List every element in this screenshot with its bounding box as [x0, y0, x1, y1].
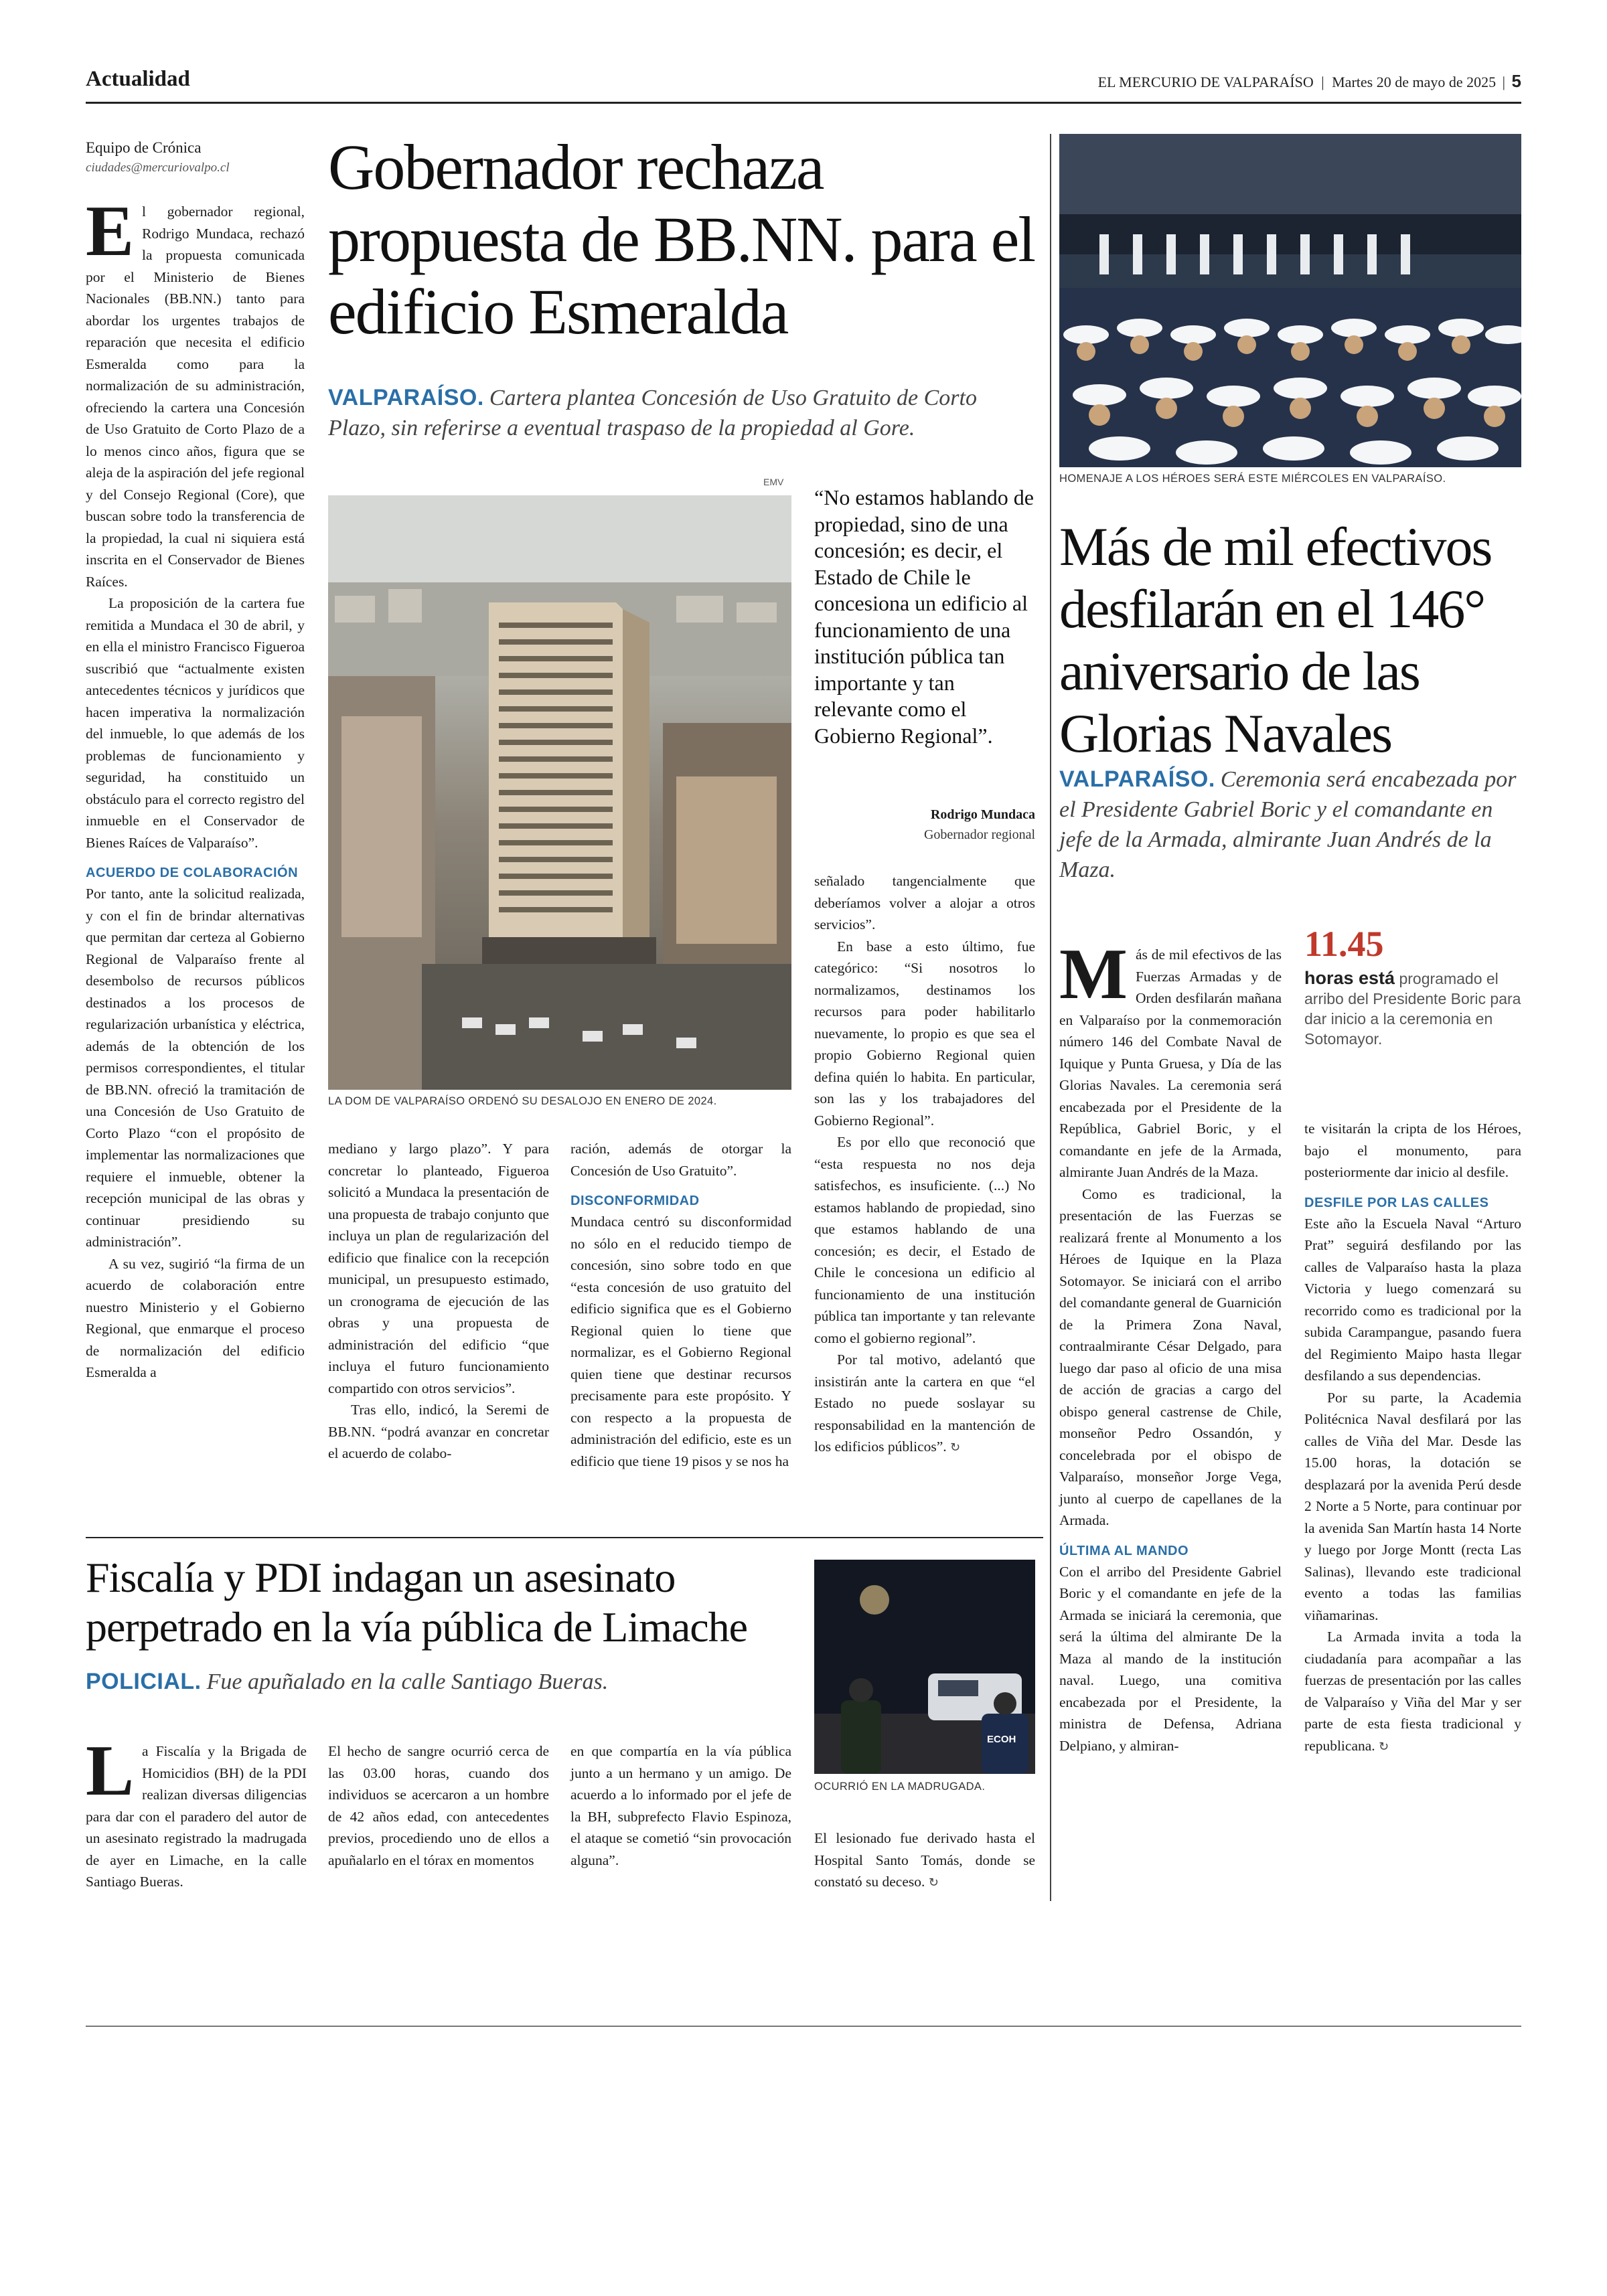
- paragraph: ás de mil efectivos de las Fuerzas Armadas y de Orden desfilarán mañana en Valparaíso por la conmemoración número 146 del Combate Naval de Iquique y Punta Gruesa, y Día de las Glorias Navales. La ceremonia será encabezada por el Presidente de la República, Gabriel Boric, y el comandante en jefe de la Armada, almirante Juan Andrés de la Maza.: [1059, 947, 1282, 1180]
- paragraph: Tras ello, indicó, la Seremi de BB.NN. “podrá avanzar en concretar el acuerdo de colabo-: [328, 1402, 549, 1461]
- paragraph-text: El lesionado fue derivado hasta el Hospital Santo Tomás, donde se constató su deceso.: [814, 1830, 1035, 1890]
- crime-scene-photo: [814, 1560, 1035, 1774]
- deck-text: Cartera plantea Concesión de Uso Gratuito de Corto Plazo, sin referirse a eventual traspaso de la propiedad al Gore.: [328, 386, 977, 440]
- paper-name: EL MERCURIO DE VALPARAÍSO: [1097, 74, 1314, 90]
- paragraph: señalado tangencialmente que deberíamos volver a alojar a otros servicios”.: [814, 873, 1035, 932]
- parade-illustration: [1059, 134, 1521, 467]
- ecoh-badge: ECOH: [987, 1734, 1016, 1745]
- subhead: DESFILE POR LAS CALLES: [1304, 1195, 1489, 1210]
- paragraph: a Fiscalía y la Brigada de Homicidios (BH) de la PDI realizan diversas diligencias para dar con el paradero del autor de un asesinato registrado la madrugada de ayer en Limache, en la calle Santiago Bueras.: [86, 1743, 307, 1890]
- byline: Equipo de Crónica: [86, 139, 202, 156]
- story1-column-1: [86, 191, 305, 1384]
- deck-text: Fue apuñalado en la calle Santiago Bueras.: [206, 1669, 609, 1694]
- paragraph: mediano y largo plazo”. Y para concretar lo planteado, Figueroa solicitó a Mundaca la presentación de una propuesta de trabajo conjunto que incluya un plan de regularización del edificio que finalice con la recepción municipal, un presupuesto estimado, un cronograma de ejecución de las obras y una propuesta de administración del edificio “que incluya el futuro funcionamiento compartido con otros servicios”.: [328, 1141, 549, 1396]
- paragraph: Es por ello que reconoció que “esta respuesta no nos deja satisfechos, es insuficiente. (...) No estamos hablando de propiedad, sino que estamos hablando de una concesión; es decir, el Estado de Chile le concesiona un edificio al funcionamiento de una institución pública tan importante y tan relevante como el gobierno regional”.: [814, 1134, 1035, 1346]
- story2-headline: Más de mil efectivos desfilarán en el 146° aniversario de las Glorias Navales: [1059, 516, 1492, 764]
- story3-top-rule: [86, 1537, 1043, 1538]
- paragraph: [814, 1827, 1035, 1894]
- story3-deck: [86, 1667, 809, 1697]
- story1-column-2: [328, 1138, 549, 1465]
- paragraph: [1304, 1626, 1521, 1758]
- drop-cap: M: [1059, 934, 1128, 1014]
- paragraph: Por tanto, ante la solicitud realizada, y con el fin de brindar alternativas que permitan dar certeza al Gobierno Regional de Valparaíso frente al desembolso de recursos públicos destinados a los procesos de regularización urbanística y eléctrica, además de la obtención de los permisos correspondientes, el titular de BB.NN. ofreció la tramitación de una Concesión de Uso Gratuito de Corto Plazo “con el propósito de implementar las normalizaciones que requiere el inmueble, obtener la recepción municipal de las obras y continuar presidiendo su administración”.: [86, 886, 305, 1250]
- column-divider: [1050, 134, 1051, 1901]
- paragraph: ración, además de otorgar la Concesión de Uso Gratuito”.: [570, 1141, 791, 1179]
- paragraph: te visitarán la cripta de los Héroes, bajo el monumento, para posteriormente dar inicio al desfile.: [1304, 1121, 1521, 1180]
- fact-text: [1304, 968, 1521, 1049]
- story2-column-1: [1059, 934, 1282, 1756]
- paragraph: l gobernador regional, Rodrigo Mundaca, rechazó la propuesta comunicada por el Ministerio de Bienes Nacionales (BB.NN.) tanto para abordar los urgentes trabajos de reparación que necesita el edificio Esmeralda como para la normalización de su administración, ofreciendo la cartera una Concesión de Uso Gratuito de Corto Plazo de a lo menos cinco años, figura que se aleja de la aspiración del jefe regional y del Consejo Regional (Core), que buscan sobre todo la transferencia de la propiedad, la cual ni siquiera está inscrita en el Conservador de Bienes Raíces.: [86, 203, 305, 590]
- byline-email: ciudades@mercuriovalpo.cl: [86, 161, 230, 175]
- paragraph: Como es tradicional, la presentación de las Fuerzas se realizará frente al Monumento a los Héroes de Iquique en la Plaza Sotomayor. Se iniciará con el arribo del comandante general de Guarnición de la Primera Zona Naval, contraalmirante César Delgado, para luego dar paso al oficio de una misa de acción de gracias a cargo del obispo general castrense de Chile, monseñor Pedro Ossandón, y concelebrada por el obispo de Valparaíso, monseñor Jorge Vega, junto al cuerpo de capellanes de la Armada.: [1059, 1185, 1282, 1528]
- photo-credit: EMV: [763, 477, 784, 487]
- header-rule: [86, 102, 1521, 104]
- story3-column-3: [570, 1740, 791, 1871]
- story2-column-2: [1304, 1118, 1521, 1758]
- fact-box: [1304, 924, 1521, 1049]
- story3-column-2: [328, 1740, 549, 1871]
- end-mark-icon: ↻: [928, 1876, 939, 1890]
- drop-cap: L: [86, 1731, 135, 1811]
- paragraph: Mundaca centró su disconformidad no sólo en el reducido tiempo de concesión, sino sobre todo en que “esta concesión de uso gratuito del edificio significa que es el Gobierno Regional quien lo tiene que normalizar, es el Gobierno Regional quien tiene que destinar recursos precisamente para este propósito. Y con respecto a la propuesta de administración del edificio, este es un edificio que tiene 19 pisos y se nos ha: [570, 1214, 791, 1469]
- pull-quote: “No estamos hablando de propiedad, sino de una concesión; es decir, el Estado de Chile le concesiona un edificio al funcionamiento de una institución pública tan importante y tan relevante como el Gobierno Regional”.: [814, 485, 1034, 748]
- paragraph: [814, 1349, 1035, 1459]
- story3-column-4: [814, 1827, 1035, 1894]
- paragraph: El hecho de sangre ocurrió cerca de las 03.00 horas, cuando dos individuos se acercaron a un hombre de 42 años edad, con antecedentes previos, procediendo uno de ellos a apuñalarlo en el tórax en momentos: [328, 1743, 549, 1868]
- subhead: DISCONFORMIDAD: [570, 1194, 700, 1208]
- end-mark-icon: ↻: [950, 1441, 961, 1455]
- paragraph: Con el arribo del Presidente Gabriel Boric y el comandante en jefe de la Armada se iniciará la ceremonia, que será la última del almirante De la Maza al mando de la institución naval. Luego, una comitiva encabezada por el Presidente, la ministra de Defensa, Adriana Delpiano, y almiran-: [1059, 1563, 1282, 1754]
- paragraph: En base a esto último, fue categórico: “Si nosotros lo normalizamos, destinamos los recursos para poder habilitarlo nuevamente, lo propio es que sea el propio Gobierno Regional quien defina quién lo habita. En particular, son las y los trabajadores del Gobierno Regional”.: [814, 938, 1035, 1129]
- deck-tag: POLICIAL.: [86, 1669, 202, 1694]
- paragraph: en que compartía en la vía pública junto a un hermano y un amigo. De acuerdo a lo informado por el jefe de la BH, subprefecto Flavio Espinoza, el ataque se cometió “sin provocación alguna”.: [570, 1743, 791, 1868]
- quote-name: Rodrigo Mundaca: [930, 807, 1035, 822]
- story1-deck: [328, 383, 1038, 443]
- story1-column-3: [570, 1138, 791, 1472]
- building-illustration: [328, 495, 791, 1090]
- deck-tag: VALPARAÍSO.: [328, 385, 484, 410]
- section-title: Actualidad: [86, 67, 190, 91]
- paragraph: La proposición de la cartera fue remitida a Mundaca el 30 de abril, y en ella el ministro Francisco Figueroa suscribió que “actualmente existen antecedentes técnicos y jurídicos que hacen imperativa la normalización del inmueble, lo que además de los problemas de funcionamiento y seguridad, ha constituido un obstáculo para el correcto registro del inmueble en el Conservador de Bienes Raíces de Valparaíso”.: [86, 595, 305, 851]
- drop-cap: E: [86, 191, 135, 271]
- masthead-line: EL MERCURIO DE VALPARAÍSO | Martes 20 de mayo de 2025 | 5: [1097, 71, 1521, 91]
- deck-tag: VALPARAÍSO.: [1059, 766, 1215, 792]
- story3-headline: Fiscalía y PDI indagan un asesinato perpetrado en la vía pública de Limache: [86, 1554, 748, 1651]
- parade-photo-caption: HOMENAJE A LOS HÉROES SERÁ ESTE MIÉRCOLES EN VALPARAÍSO.: [1059, 473, 1446, 485]
- subhead: ÚLTIMA AL MANDO: [1059, 1543, 1189, 1558]
- page-bottom-rule: [86, 2026, 1521, 2027]
- crime-scene-caption: OCURRIÓ EN LA MADRUGADA.: [814, 1781, 986, 1793]
- paragraph-text: Por tal motivo, adelantó que insistirán ante la cartera en que “el Estado no puede soslayar su responsabilidad en la mantención de los edificios públicos”.: [814, 1351, 1035, 1455]
- paragraph-text: La Armada invita a toda la ciudadanía para acompañar a las fuerzas de presentación por las calles de Valparaíso y Viña del Mar y ser parte de esta fiesta tradicional y republicana.: [1304, 1629, 1521, 1754]
- fact-bold: horas está: [1304, 968, 1395, 988]
- parade-photo: [1059, 134, 1521, 467]
- story3-column-1: [86, 1731, 307, 1893]
- quote-role: Gobernador regional: [923, 827, 1035, 842]
- story1-column-4: [814, 870, 1035, 1459]
- issue-date: Martes 20 de mayo de 2025: [1332, 74, 1497, 90]
- deck-text: Ceremonia será encabezada por el Presidente Gabriel Boric y el comandante en jefe de la Armada, almirante Juan Andrés de la Maza.: [1059, 767, 1517, 882]
- fact-number: 11.45: [1304, 924, 1384, 964]
- subhead: ACUERDO DE COLABORACIÓN: [86, 866, 299, 880]
- end-mark-icon: ↻: [1379, 1739, 1389, 1754]
- story1-headline: Gobernador rechaza propuesta de BB.NN. para el edificio Esmeralda: [328, 131, 1035, 347]
- paragraph: A su vez, sugirió “la firma de un acuerdo de colaboración entre nuestro Ministerio y el Gobierno Regional, que enmarque el proceso de normalización del edificio Esmeralda a: [86, 1255, 305, 1380]
- page-number: 5: [1511, 71, 1521, 91]
- fact-body: programado el arribo del Presidente Boric para dar inicio a la ceremonia en Sotomayor.: [1304, 970, 1521, 1048]
- story2-deck: [1059, 764, 1521, 885]
- building-photo-caption: LA DOM DE VALPARAÍSO ORDENÓ SU DESALOJO EN ENERO DE 2024.: [328, 1095, 717, 1107]
- paragraph: Por su parte, la Academia Politécnica Naval desfilará por las calles de Viña del Mar. Desde las 15.00 horas, la dotación se desplazará por la avenida Perú desde 2 Norte a 5 Norte, para continuar por la avenida San Martín hasta 14 Norte y luego por Jorge Montt (recta Las Salinas), llevando este tradicional evento a todas las familias viñamarinas.: [1304, 1389, 1521, 1623]
- paragraph: Este año la Escuela Naval “Arturo Prat” seguirá desfilando por las calles de Valparaíso hasta la plaza Victoria y luego comenzará su recorrido como es tradicional por la subida Carampangue, pasando fuera del Regimiento Maipo hasta llegar desfilando a sus dependencias.: [1304, 1215, 1521, 1384]
- building-photo: [328, 495, 791, 1090]
